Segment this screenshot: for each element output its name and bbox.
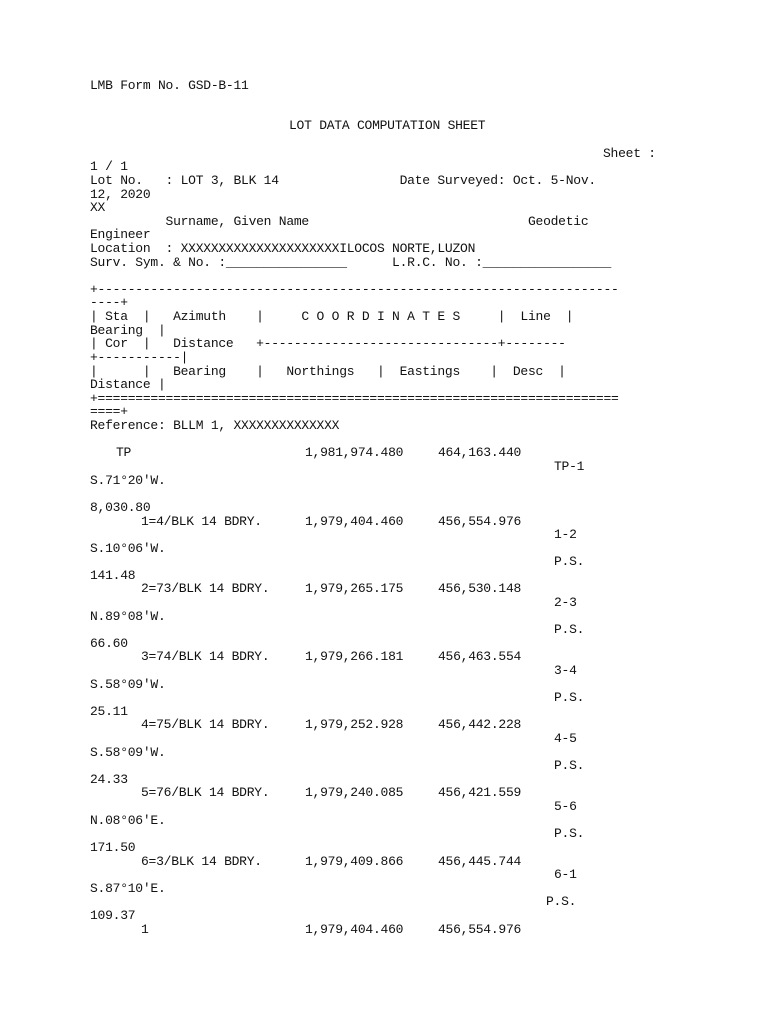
bearing-2-3: N.89°08'W.: [90, 609, 166, 624]
northing-1: 1,979,404.460: [305, 514, 404, 529]
table-rule-bottom: +=====================================================================: [90, 391, 619, 406]
table-rule-top-cont: ----+: [90, 295, 128, 310]
line-tp-1: TP-1: [554, 459, 585, 474]
station-closing: 1: [141, 922, 149, 937]
easting-4: 456,442.228: [438, 717, 522, 732]
line-1-2: 1-2: [554, 527, 577, 542]
desc-3-4: P.S.: [554, 690, 585, 705]
bearing-4-5: S.58°09'W.: [90, 745, 166, 760]
northing-2: 1,979,265.175: [305, 581, 404, 596]
lot-no-line: Lot No. : LOT 3, BLK 14 Date Surveyed: Oct. 5-Nov.: [90, 173, 596, 188]
distance-6-1: 109.37: [90, 908, 136, 923]
easting-3: 456,463.554: [438, 649, 522, 664]
bearing-1-2: S.10°06'W.: [90, 541, 166, 556]
table-header-row3: | | Bearing | Northings | Eastings | Desc |: [90, 364, 566, 379]
station-2: 2=73/BLK 14 BDRY.: [141, 581, 270, 596]
northing-5: 1,979,240.085: [305, 785, 404, 800]
bearing-5-6: N.08°06'E.: [90, 813, 166, 828]
easting-6: 456,445.744: [438, 854, 522, 869]
table-header-row1-cont: Bearing |: [90, 323, 166, 338]
easting-5: 456,421.559: [438, 785, 522, 800]
sheet-title: LOT DATA COMPUTATION SHEET: [289, 118, 486, 133]
northing-4: 1,979,252.928: [305, 717, 404, 732]
line-5-6: 5-6: [554, 799, 577, 814]
easting-2: 456,530.148: [438, 581, 522, 596]
desc-4-5: P.S.: [554, 758, 585, 773]
line-3-4: 3-4: [554, 663, 577, 678]
station-5: 5=76/BLK 14 BDRY.: [141, 785, 270, 800]
station-4: 4=75/BLK 14 BDRY.: [141, 717, 270, 732]
table-rule-bottom-cont: ====+: [90, 404, 128, 419]
form-number: LMB Form No. GSD-B-11: [90, 78, 249, 93]
line-4-5: 4-5: [554, 731, 577, 746]
distance-tp-1: 8,030.80: [90, 500, 151, 515]
table-header-row2: | Cor | Distance +-------------------------------+--------: [90, 336, 566, 351]
bearing-tp-1: S.71°20'W.: [90, 473, 166, 488]
table-header-row1: | Sta | Azimuth | C O O R D I N A T E S | Line |: [90, 309, 574, 324]
station-1: 1=4/BLK 14 BDRY.: [141, 514, 262, 529]
station-tp: TP: [116, 445, 132, 460]
desc-6-1: P.S.: [546, 894, 577, 909]
easting-1: 456,554.976: [438, 514, 522, 529]
reference-line: Reference: BLLM 1, XXXXXXXXXXXXXX: [90, 418, 340, 433]
location-line: Location : XXXXXXXXXXXXXXXXXXXXXILOCOS NORTE,LUZON: [90, 241, 476, 256]
table-header-row3-cont: Distance |: [90, 377, 166, 392]
surname-line: Surname, Given Name Geodetic: [90, 214, 589, 229]
bearing-6-1: S.87°10'E.: [90, 881, 166, 896]
engineer-line: Engineer: [90, 227, 151, 242]
northing-closing: 1,979,404.460: [305, 922, 404, 937]
xx-line: XX: [90, 200, 106, 215]
line-6-1: 6-1: [554, 867, 577, 882]
table-header-row2-cont: +-----------|: [90, 350, 189, 365]
desc-1-2: P.S.: [554, 554, 585, 569]
northing-6: 1,979,409.866: [305, 854, 404, 869]
station-3: 3=74/BLK 14 BDRY.: [141, 649, 270, 664]
easting-tp: 464,163.440: [438, 445, 522, 460]
date-surveyed-cont: 12, 2020: [90, 187, 151, 202]
desc-2-3: P.S.: [554, 622, 585, 637]
distance-2-3: 66.60: [90, 636, 128, 651]
northing-3: 1,979,266.181: [305, 649, 404, 664]
northing-tp: 1,981,974.480: [305, 445, 404, 460]
line-2-3: 2-3: [554, 595, 577, 610]
desc-5-6: P.S.: [554, 826, 585, 841]
table-rule-top: +---------------------------------------------------------------------: [90, 282, 619, 297]
easting-closing: 456,554.976: [438, 922, 522, 937]
sheet-value: 1 / 1: [90, 159, 128, 174]
distance-5-6: 171.50: [90, 840, 136, 855]
distance-1-2: 141.48: [90, 568, 136, 583]
distance-3-4: 25.11: [90, 704, 128, 719]
surv-sym-line: Surv. Sym. & No. :________________ L.R.C. No. :_________________: [90, 255, 612, 270]
station-6: 6=3/BLK 14 BDRY.: [141, 854, 262, 869]
bearing-3-4: S.58°09'W.: [90, 677, 166, 692]
distance-4-5: 24.33: [90, 772, 128, 787]
sheet-label: Sheet :: [603, 146, 656, 161]
